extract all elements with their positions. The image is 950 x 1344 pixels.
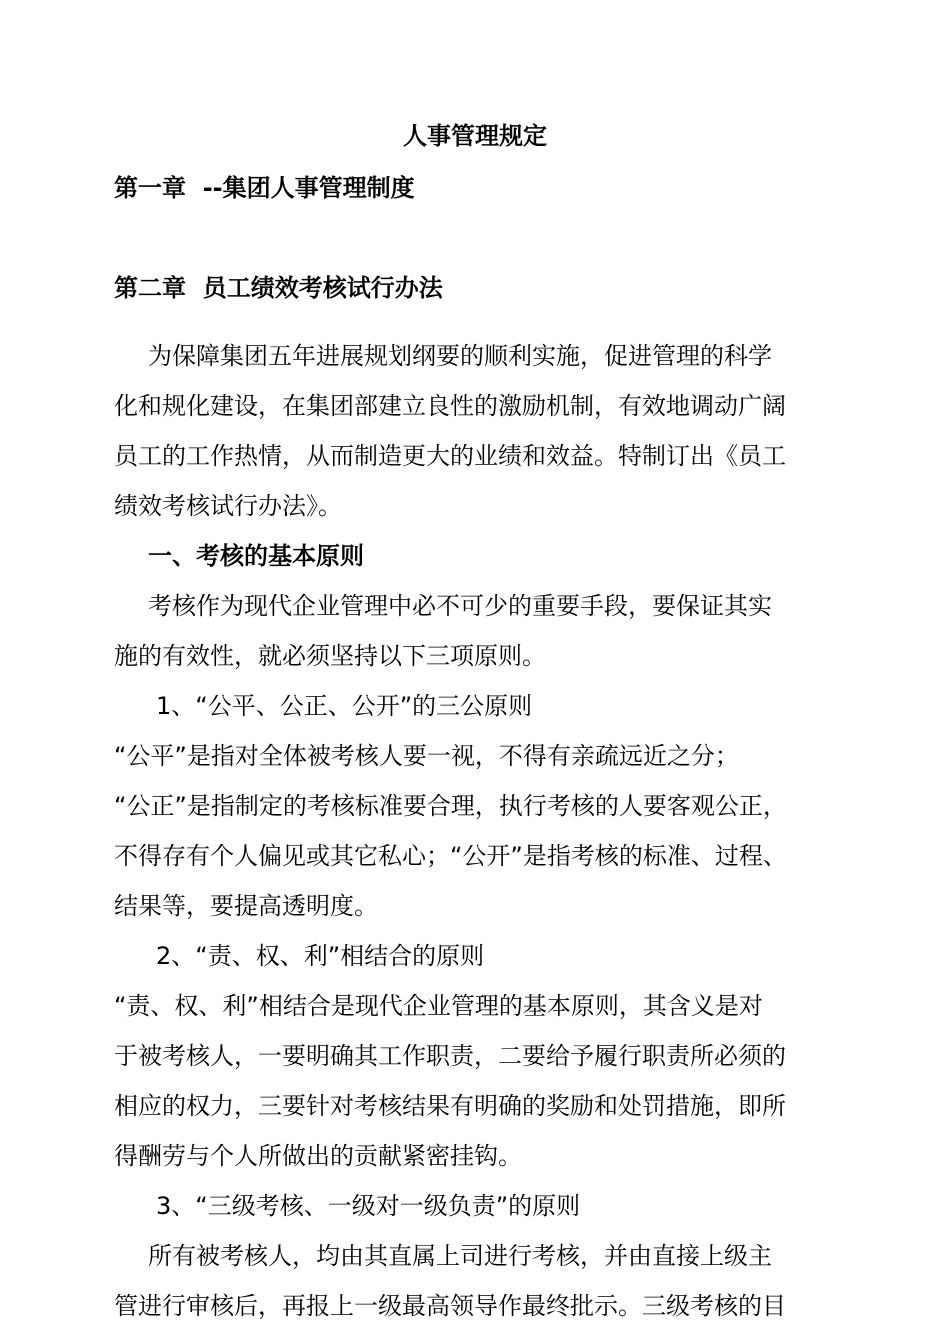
paragraph-line: 于被考核人，一要明确其工作职责，二要给予履行职责所必须的 <box>114 1042 786 1070</box>
paragraph-line: 得酬劳与个人所做出的贡献紧密挂钩。 <box>114 1142 522 1170</box>
chapter-heading-1: 第一章 --集团人事管理制度 <box>114 174 415 202</box>
principle-heading-2: 2、“责、权、利”相结合的原则 <box>156 942 485 970</box>
chapter-heading-2: 第二章 员工绩效考核试行办法 <box>114 274 443 302</box>
paragraph-line: 结果等，要提高透明度。 <box>114 892 378 920</box>
paragraph-line: “责、权、利”相结合是现代企业管理的基本原则，其含义是对 <box>114 992 763 1020</box>
paragraph-line: “公正”是指制定的考核标准要合理，执行考核的人要客观公正， <box>114 792 787 820</box>
paragraph-line: 员工的工作热情，从而制造更大的业绩和效益。特制订出《员工 <box>114 442 786 470</box>
paragraph-line: “公平”是指对全体被考核人要一视，不得有亲疏远近之分； <box>114 742 739 770</box>
section-heading: 一、考核的基本原则 <box>148 542 364 570</box>
paragraph-line: 为保障集团五年进展规划纲要的顺利实施，促进管理的科学 <box>148 342 772 370</box>
paragraph-line: 相应的权力，三要针对考核结果有明确的奖励和处罚措施，即所 <box>114 1092 786 1120</box>
paragraph-line: 考核作为现代企业管理中必不可少的重要手段，要保证其实 <box>148 592 772 620</box>
principle-heading-3: 3、“三级考核、一级对一级负责”的原则 <box>156 1192 581 1220</box>
document-title: 人事管理规定 <box>403 122 547 150</box>
paragraph-line: 不得存有个人偏见或其它私心；“公开”是指考核的标准、过程、 <box>114 842 787 870</box>
paragraph-line: 所有被考核人，均由其直属上司进行考核，并由直接上级主 <box>148 1242 772 1270</box>
paragraph-line: 化和规化建设，在集团部建立良性的激励机制，有效地调动广阔 <box>114 392 786 420</box>
paragraph-line: 绩效考核试行办法》。 <box>114 492 342 520</box>
principle-heading-1: 1、“公平、公正、公开”的三公原则 <box>156 692 533 720</box>
paragraph-line: 施的有效性，就必须坚持以下三项原则。 <box>114 642 546 670</box>
paragraph-line: 管进行审核后，再报上一级最高领导作最终批示。三级考核的目 <box>114 1292 786 1320</box>
